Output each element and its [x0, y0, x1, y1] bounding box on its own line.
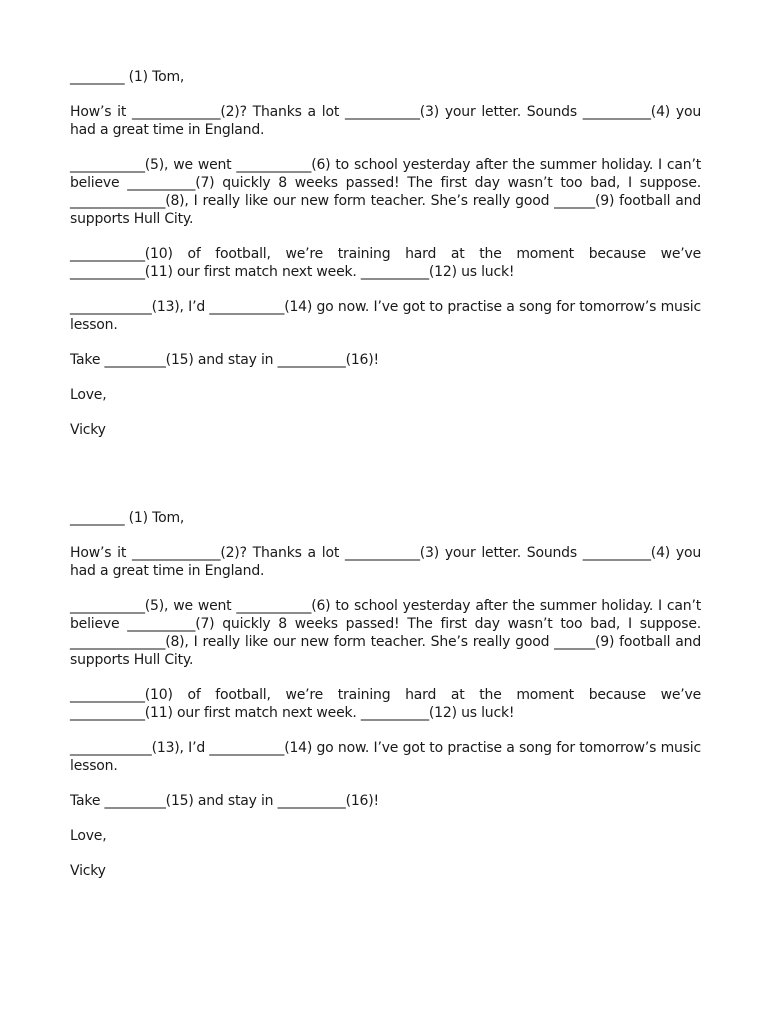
- letter-signature: Vicky: [70, 863, 106, 879]
- letter-closing: Love,: [70, 828, 107, 844]
- paragraph-5: Take _________(15) and stay in __________(16)!: [70, 352, 379, 368]
- letter-closing: Love,: [70, 387, 107, 403]
- paragraph-3: ___________(10) of football, we’re training hard at the moment because we’ve ___________(11) our first match next week. __________(12) us luck!: [70, 246, 701, 280]
- paragraph-1: How’s it _____________(2)? Thanks a lot ___________(3) your letter. Sounds __________(4) you had a great time in England.: [70, 545, 701, 579]
- paragraph-5: Take _________(15) and stay in __________(16)!: [70, 793, 379, 809]
- letter-2: [70, 509, 701, 880]
- letter-signature: Vicky: [70, 422, 106, 438]
- paragraph-3: ___________(10) of football, we’re training hard at the moment because we’ve ___________(11) our first match next week. __________(12) us luck!: [70, 687, 701, 721]
- letter-greeting: ________ (1) Tom,: [70, 510, 185, 526]
- paragraph-2: ___________(5), we went ___________(6) to school yesterday after the summer holiday. I can’t believe __________(7) quickly 8 weeks passed! The first day wasn’t too bad, I suppose. ______________(8), I really like our new form teacher. She’s really good ______(9) football and supports Hull City.: [70, 598, 701, 668]
- paragraph-4: ____________(13), I’d ___________(14) go now. I’ve got to practise a song for tomorrow’s music lesson.: [70, 299, 701, 333]
- letter-greeting: ________ (1) Tom,: [70, 69, 185, 85]
- paragraph-4: ____________(13), I’d ___________(14) go now. I’ve got to practise a song for tomorrow’s music lesson.: [70, 740, 701, 774]
- paragraph-2: ___________(5), we went ___________(6) to school yesterday after the summer holiday. I can’t believe __________(7) quickly 8 weeks passed! The first day wasn’t too bad, I suppose. ______________(8), I really like our new form teacher. She’s really good ______(9) football and supports Hull City.: [70, 157, 701, 227]
- paragraph-1: How’s it _____________(2)? Thanks a lot ___________(3) your letter. Sounds __________(4) you had a great time in England.: [70, 104, 701, 138]
- letter-1: [70, 68, 701, 439]
